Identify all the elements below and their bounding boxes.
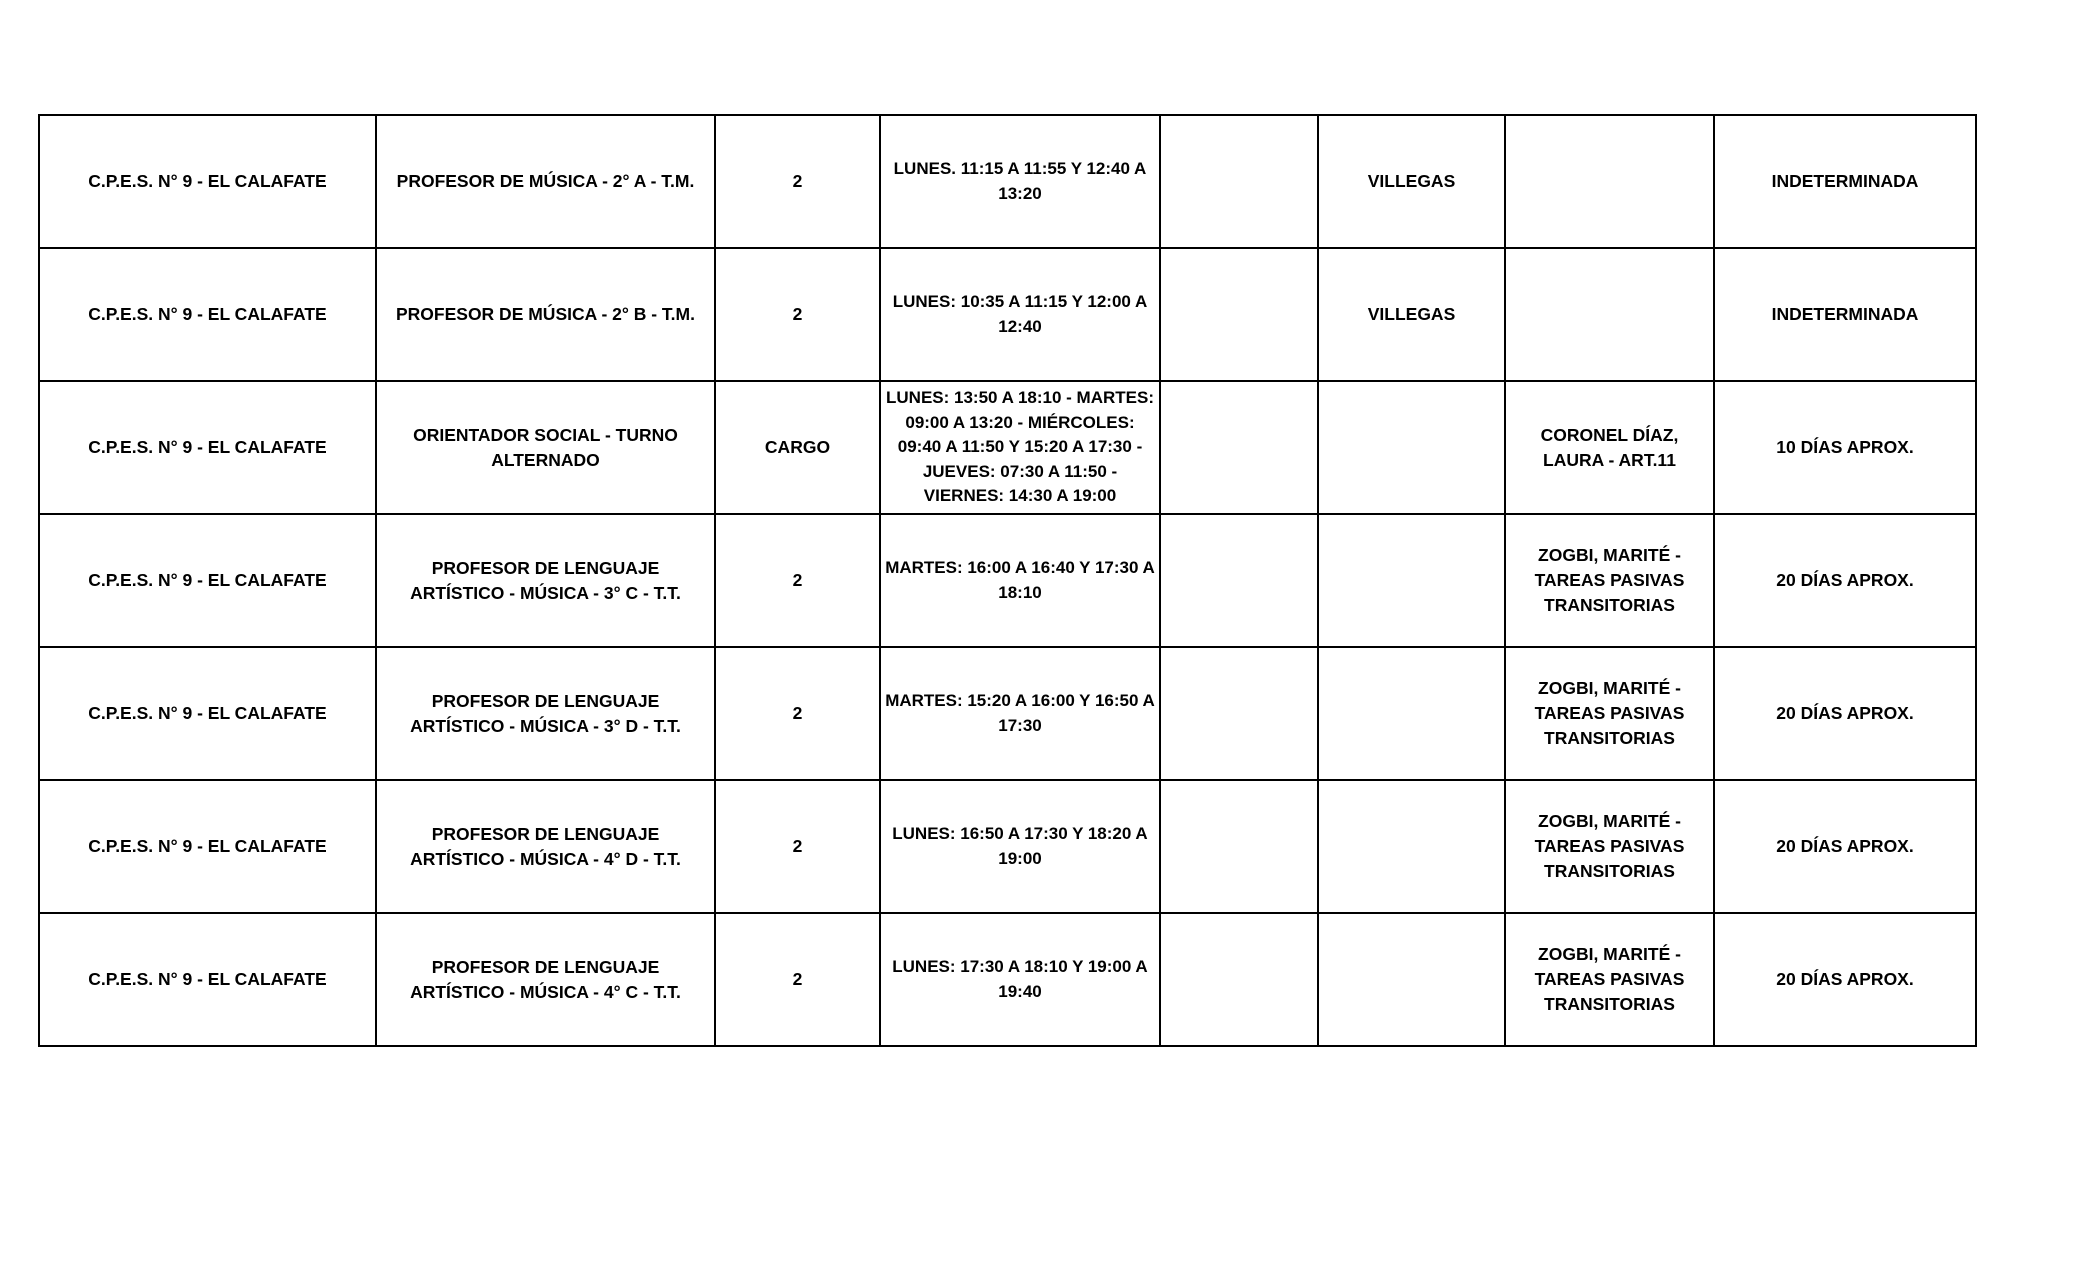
school-cell: C.P.E.S. N° 9 - EL CALAFATE	[39, 248, 376, 381]
position-cell: PROFESOR DE LENGUAJE ARTÍSTICO - MÚSICA - 3° C - T.T.	[376, 514, 715, 647]
table-row	[39, 780, 1976, 913]
table-row	[39, 248, 1976, 381]
assignee-cell	[1318, 647, 1505, 780]
duration-cell: INDETERMINADA	[1714, 248, 1976, 381]
assignee-cell: VILLEGAS	[1318, 115, 1505, 248]
empty-cell	[1160, 248, 1318, 381]
hours-cell: 2	[715, 514, 880, 647]
position-cell: PROFESOR DE LENGUAJE ARTÍSTICO - MÚSICA - 3° D - T.T.	[376, 647, 715, 780]
duration-cell: 20 DÍAS APROX.	[1714, 647, 1976, 780]
assignee-cell	[1318, 780, 1505, 913]
assignee-cell	[1318, 514, 1505, 647]
hours-cell: 2	[715, 248, 880, 381]
duration-cell: 20 DÍAS APROX.	[1714, 514, 1976, 647]
table-row	[39, 381, 1976, 514]
duration-cell: 20 DÍAS APROX.	[1714, 913, 1976, 1046]
table-row	[39, 115, 1976, 248]
position-cell: PROFESOR DE LENGUAJE ARTÍSTICO - MÚSICA - 4° D - T.T.	[376, 780, 715, 913]
schedule-cell: LUNES: 10:35 A 11:15 Y 12:00 A 12:40	[880, 248, 1160, 381]
school-cell: C.P.E.S. N° 9 - EL CALAFATE	[39, 115, 376, 248]
school-cell: C.P.E.S. N° 9 - EL CALAFATE	[39, 913, 376, 1046]
replaces-cell: ZOGBI, MARITÉ - TAREAS PASIVAS TRANSITORIAS	[1505, 514, 1714, 647]
school-cell: C.P.E.S. N° 9 - EL CALAFATE	[39, 780, 376, 913]
empty-cell	[1160, 514, 1318, 647]
assignee-cell	[1318, 381, 1505, 514]
hours-cell: 2	[715, 913, 880, 1046]
schedule-cell: LUNES: 16:50 A 17:30 Y 18:20 A 19:00	[880, 780, 1160, 913]
hours-cell: 2	[715, 115, 880, 248]
position-cell: PROFESOR DE MÚSICA - 2° A - T.M.	[376, 115, 715, 248]
duration-cell: INDETERMINADA	[1714, 115, 1976, 248]
school-cell: C.P.E.S. N° 9 - EL CALAFATE	[39, 647, 376, 780]
empty-cell	[1160, 780, 1318, 913]
school-cell: C.P.E.S. N° 9 - EL CALAFATE	[39, 381, 376, 514]
schedule-cell: LUNES. 11:15 A 11:55 Y 12:40 A 13:20	[880, 115, 1160, 248]
vacancies-table	[38, 114, 1977, 1047]
table-row	[39, 647, 1976, 780]
table-row	[39, 913, 1976, 1046]
empty-cell	[1160, 381, 1318, 514]
replaces-cell: ZOGBI, MARITÉ - TAREAS PASIVAS TRANSITORIAS	[1505, 647, 1714, 780]
replaces-cell: ZOGBI, MARITÉ - TAREAS PASIVAS TRANSITORIAS	[1505, 780, 1714, 913]
assignee-cell	[1318, 913, 1505, 1046]
position-cell: ORIENTADOR SOCIAL - TURNO ALTERNADO	[376, 381, 715, 514]
replaces-cell	[1505, 248, 1714, 381]
replaces-cell: ZOGBI, MARITÉ - TAREAS PASIVAS TRANSITORIAS	[1505, 913, 1714, 1046]
school-cell: C.P.E.S. N° 9 - EL CALAFATE	[39, 514, 376, 647]
hours-cell: 2	[715, 780, 880, 913]
schedule-cell: MARTES: 15:20 A 16:00 Y 16:50 A 17:30	[880, 647, 1160, 780]
table-row	[39, 514, 1976, 647]
empty-cell	[1160, 115, 1318, 248]
position-cell: PROFESOR DE LENGUAJE ARTÍSTICO - MÚSICA - 4° C - T.T.	[376, 913, 715, 1046]
hours-cell: 2	[715, 647, 880, 780]
schedule-cell: LUNES: 17:30 A 18:10 Y 19:00 A 19:40	[880, 913, 1160, 1046]
replaces-cell	[1505, 115, 1714, 248]
duration-cell: 10 DÍAS APROX.	[1714, 381, 1976, 514]
empty-cell	[1160, 913, 1318, 1046]
empty-cell	[1160, 647, 1318, 780]
hours-cell: CARGO	[715, 381, 880, 514]
replaces-cell: CORONEL DÍAZ, LAURA - ART.11	[1505, 381, 1714, 514]
schedule-cell: LUNES: 13:50 A 18:10 - MARTES: 09:00 A 13:20 - MIÉRCOLES: 09:40 A 11:50 Y 15:20 A 17:30 - JUEVES: 07:30 A 11:50 - VIERNES: 14:30 A 19:00	[880, 381, 1160, 514]
duration-cell: 20 DÍAS APROX.	[1714, 780, 1976, 913]
position-cell: PROFESOR DE MÚSICA - 2° B - T.M.	[376, 248, 715, 381]
schedule-cell: MARTES: 16:00 A 16:40 Y 17:30 A 18:10	[880, 514, 1160, 647]
assignee-cell: VILLEGAS	[1318, 248, 1505, 381]
